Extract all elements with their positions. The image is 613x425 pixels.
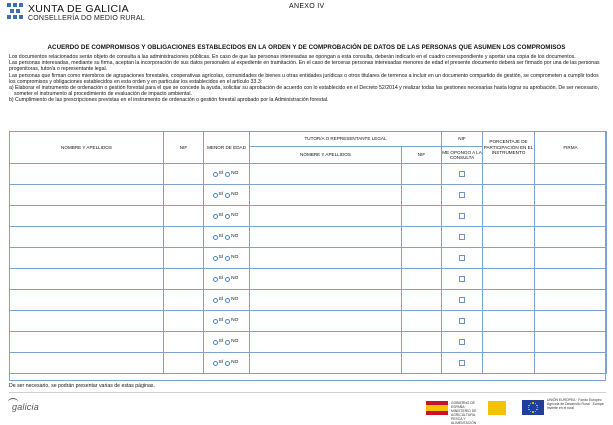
ministry-logo-text: GOBIERNO DE ESPAÑA · MINISTERIO DE AGRICULTURA, PESCA Y ALIMENTACIÓN [451,401,477,425]
eu-logo-text: UNIÓN EUROPEA · Fondo Europeo Agrícola de Desarrollo Rural · Europa invierte en el rural [547,398,604,411]
oppose-cell [442,269,483,290]
instructions [9,54,606,104]
rep-name-cell[interactable] [250,227,402,248]
annex-label: ANEXO IV [289,3,325,10]
eu-star-icon [530,403,531,404]
percentage-cell[interactable] [483,290,535,311]
option-no-label: NO [231,234,239,240]
name-cell[interactable] [10,332,164,353]
eu-star-icon [535,411,536,412]
minor-yes-radio[interactable] [213,298,218,303]
rep-name-cell[interactable] [250,332,402,353]
option-no-label: NO [231,255,239,261]
oppose-cell [442,248,483,269]
signature-cell[interactable] [535,248,607,269]
eu-star-icon [537,407,538,408]
percentage-cell[interactable] [483,353,535,374]
minor-no-radio[interactable] [225,256,230,261]
xunta-logo-icon [7,3,23,19]
table-row [10,332,607,353]
oppose-cell [442,164,483,185]
minor-cell [204,248,250,269]
signature-cell[interactable] [535,227,607,248]
option-yes-label: SÍ [218,360,224,366]
eu-star-icon [532,402,533,403]
minor-yes-radio[interactable] [213,361,218,366]
header-signature: FIRMA [535,132,607,164]
percentage-cell[interactable] [483,185,535,206]
minor-cell [204,290,250,311]
rep-nif-cell[interactable] [402,290,442,311]
minor-yes-radio[interactable] [213,214,218,219]
galicia-logo: galicia [12,402,39,412]
signature-cell[interactable] [535,269,607,290]
name-cell[interactable] [10,248,164,269]
name-cell[interactable] [10,227,164,248]
nif-cell[interactable] [164,332,204,353]
oppose-checkbox[interactable] [459,297,465,303]
minor-cell [204,332,250,353]
minor-yes-radio[interactable] [213,319,218,324]
header-nif-group: NIF [442,132,483,147]
rep-name-cell[interactable] [250,290,402,311]
percentage-cell[interactable] [483,227,535,248]
header-legal-rep: TUTOR/A O REPRESENTANTE LEGAL [250,132,442,147]
signature-cell[interactable] [535,290,607,311]
commitment-b: b) Cumplimiento de las prescripciones previstas en el instrumento de ordenación o gestión forestal aprobado por la Administración forestal. [9,97,329,104]
option-yes-label: SÍ [218,255,224,261]
oppose-checkbox[interactable] [459,276,465,282]
header-rep-nif: NIF [402,147,442,164]
minor-no-radio[interactable] [225,235,230,240]
commitment-a: a) Elaborar el instrumento de ordenación o gestión forestal para el que se concede la ayuda, solicitar su aprobación de acuerdo con lo establecido en el Decreto 52/2014 y realizar todas las gestiones necesarias hasta lograr su aprobación. De ser necesario, someter el instrumento al procedimiento de evaluación de impacto ambiental. [9,85,599,98]
table-row [10,269,607,290]
oppose-checkbox[interactable] [459,360,465,366]
option-yes-label: SÍ [218,234,224,240]
table-row [10,311,607,332]
minor-yes-radio[interactable] [213,277,218,282]
minor-yes-radio[interactable] [213,235,218,240]
option-no-label: NO [231,339,239,345]
name-cell[interactable] [10,206,164,227]
minor-no-radio[interactable] [225,172,230,177]
nif-cell[interactable] [164,269,204,290]
table-row [10,353,607,374]
nif-cell[interactable] [164,185,204,206]
rep-name-cell[interactable] [250,353,402,374]
table-row [10,227,607,248]
nif-cell[interactable] [164,290,204,311]
signature-cell[interactable] [535,206,607,227]
minor-no-radio[interactable] [225,340,230,345]
minor-cell [204,164,250,185]
rep-nif-cell[interactable] [402,185,442,206]
eu-star-icon [528,407,529,408]
header-nif: NIF [164,132,204,164]
oppose-checkbox[interactable] [459,192,465,198]
option-no-label: NO [231,297,239,303]
minor-yes-radio[interactable] [213,172,218,177]
minor-cell [204,206,250,227]
option-no-label: NO [231,213,239,219]
rep-name-cell[interactable] [250,311,402,332]
oppose-cell [442,311,483,332]
rep-nif-cell[interactable] [402,206,442,227]
minor-cell [204,185,250,206]
document-heading: ACUERDO DE COMPROMISOS Y OBLIGACIONES ESTABLECIDOS EN LA ORDEN Y DE COMPROBACIÓN DE DATOS DE LAS PERSONAS QUE ASUMEN LOS COMPROMISOS [47,44,566,51]
percentage-cell[interactable] [483,206,535,227]
header-oppose: ME OPONGO A LA CONSULTA [442,147,483,164]
option-yes-label: SÍ [218,276,224,282]
percentage-cell[interactable] [483,269,535,290]
oppose-cell [442,290,483,311]
signature-cell[interactable] [535,164,607,185]
minor-yes-radio[interactable] [213,193,218,198]
spain-flag-icon [426,401,448,415]
name-cell[interactable] [10,185,164,206]
eu-star-icon [536,405,537,406]
header-rep-name: NOMBRE Y APELLIDOS [250,147,402,164]
minor-yes-radio[interactable] [213,256,218,261]
name-cell[interactable] [10,290,164,311]
rep-nif-cell[interactable] [402,332,442,353]
minor-cell [204,353,250,374]
eu-star-icon [528,405,529,406]
rep-nif-cell[interactable] [402,353,442,374]
participants-table [9,131,607,374]
option-yes-label: SÍ [218,318,224,324]
table-row [10,164,607,185]
paragraph-commitments: Las personas que firman como miembros de agrupaciones forestales, cooperativas agrícolas, comunidades de bienes u otras entidades jurídicas o otros titulares de terrenos a incluir en un documento compartido de gestión, se comprometen a cumplir todos los compromisos y obligaciones establecidos en esta orden y en particular los establecidos en el artículo 33.3: [9,72,599,85]
name-cell[interactable] [10,311,164,332]
rep-name-cell[interactable] [250,206,402,227]
rep-nif-cell[interactable] [402,248,442,269]
option-no-label: NO [231,171,239,177]
percentage-cell[interactable] [483,311,535,332]
header-name: NOMBRE Y APELLIDOS [10,132,164,164]
rep-name-cell[interactable] [250,248,402,269]
nif-cell[interactable] [164,227,204,248]
name-cell[interactable] [10,269,164,290]
option-yes-label: SÍ [218,339,224,345]
option-no-label: NO [231,318,239,324]
option-no-label: NO [231,276,239,282]
minor-cell [204,227,250,248]
rep-nif-cell[interactable] [402,311,442,332]
option-yes-label: SÍ [218,192,224,198]
percentage-cell[interactable] [483,248,535,269]
eu-star-icon [530,411,531,412]
table-row [10,206,607,227]
rep-name-cell[interactable] [250,185,402,206]
oppose-cell [442,185,483,206]
ministry-color-band [488,401,506,415]
oppose-cell [442,206,483,227]
header-minor: MENOR DE EDAD [204,132,250,164]
option-yes-label: SÍ [218,297,224,303]
rep-name-cell[interactable] [250,269,402,290]
oppose-checkbox[interactable] [459,318,465,324]
option-no-label: NO [231,360,239,366]
nif-cell[interactable] [164,353,204,374]
percentage-cell[interactable] [483,332,535,353]
rep-nif-cell[interactable] [402,227,442,248]
table-row [10,248,607,269]
oppose-checkbox[interactable] [459,339,465,345]
minor-no-radio[interactable] [225,361,230,366]
nif-cell[interactable] [164,206,204,227]
minor-no-radio[interactable] [225,214,230,219]
option-yes-label: SÍ [218,213,224,219]
oppose-cell [442,332,483,353]
minor-yes-radio[interactable] [213,340,218,345]
eu-flag-icon [522,400,544,415]
nif-cell[interactable] [164,164,204,185]
signature-cell[interactable] [535,311,607,332]
oppose-checkbox[interactable] [459,213,465,219]
percentage-cell[interactable] [483,164,535,185]
oppose-checkbox[interactable] [459,234,465,240]
oppose-cell [442,227,483,248]
minor-cell [204,311,250,332]
minor-no-radio[interactable] [225,193,230,198]
footnote: De ser necesario, se podrán presentar varias de estas páginas. [9,383,155,389]
option-no-label: NO [231,192,239,198]
minor-no-radio[interactable] [225,298,230,303]
eu-star-icon [535,403,536,404]
table-row [10,185,607,206]
nif-cell[interactable] [164,311,204,332]
oppose-checkbox[interactable] [459,171,465,177]
signature-cell[interactable] [535,353,607,374]
nif-cell[interactable] [164,248,204,269]
eu-star-icon [532,411,533,412]
paragraph-consultation: Los documentos relacionados serán objeto de consulta a las administraciones públicas. En caso de que las personas interesadas se opongan a esta consulta, deberán indicarlo en el cuadro correspondiente y aportar una copia de los documentos. [9,54,576,60]
rep-nif-cell[interactable] [402,269,442,290]
org-title: XUNTA DE GALICIA [28,3,129,15]
oppose-cell [442,353,483,374]
name-cell[interactable] [10,353,164,374]
rep-name-cell[interactable] [250,164,402,185]
option-yes-label: SÍ [218,171,224,177]
footer-divider [9,392,606,393]
minor-cell [204,269,250,290]
name-cell[interactable] [10,164,164,185]
minor-no-radio[interactable] [225,319,230,324]
table-row [10,290,607,311]
header-percentage: PORCENTAJE DE PARTICIPACIÓN EN EL INSTRUMENTO [483,132,535,164]
signature-cell[interactable] [535,332,607,353]
paragraph-consent: Las personas interesadas, mediante su firma, aceptan la incorporación de sus datos personales al expediente en tramitación. En el caso de terceras personas interesadas menores de edad el presente documento deberá ser firmado por una de las personas progenitoras, tutor/a o representante legal. [9,60,600,73]
oppose-checkbox[interactable] [459,255,465,261]
minor-no-radio[interactable] [225,277,230,282]
org-subtitle: CONSELLERÍA DO MEDIO RURAL [28,15,145,22]
rep-nif-cell[interactable] [402,164,442,185]
eu-star-icon [536,409,537,410]
signature-cell[interactable] [535,185,607,206]
